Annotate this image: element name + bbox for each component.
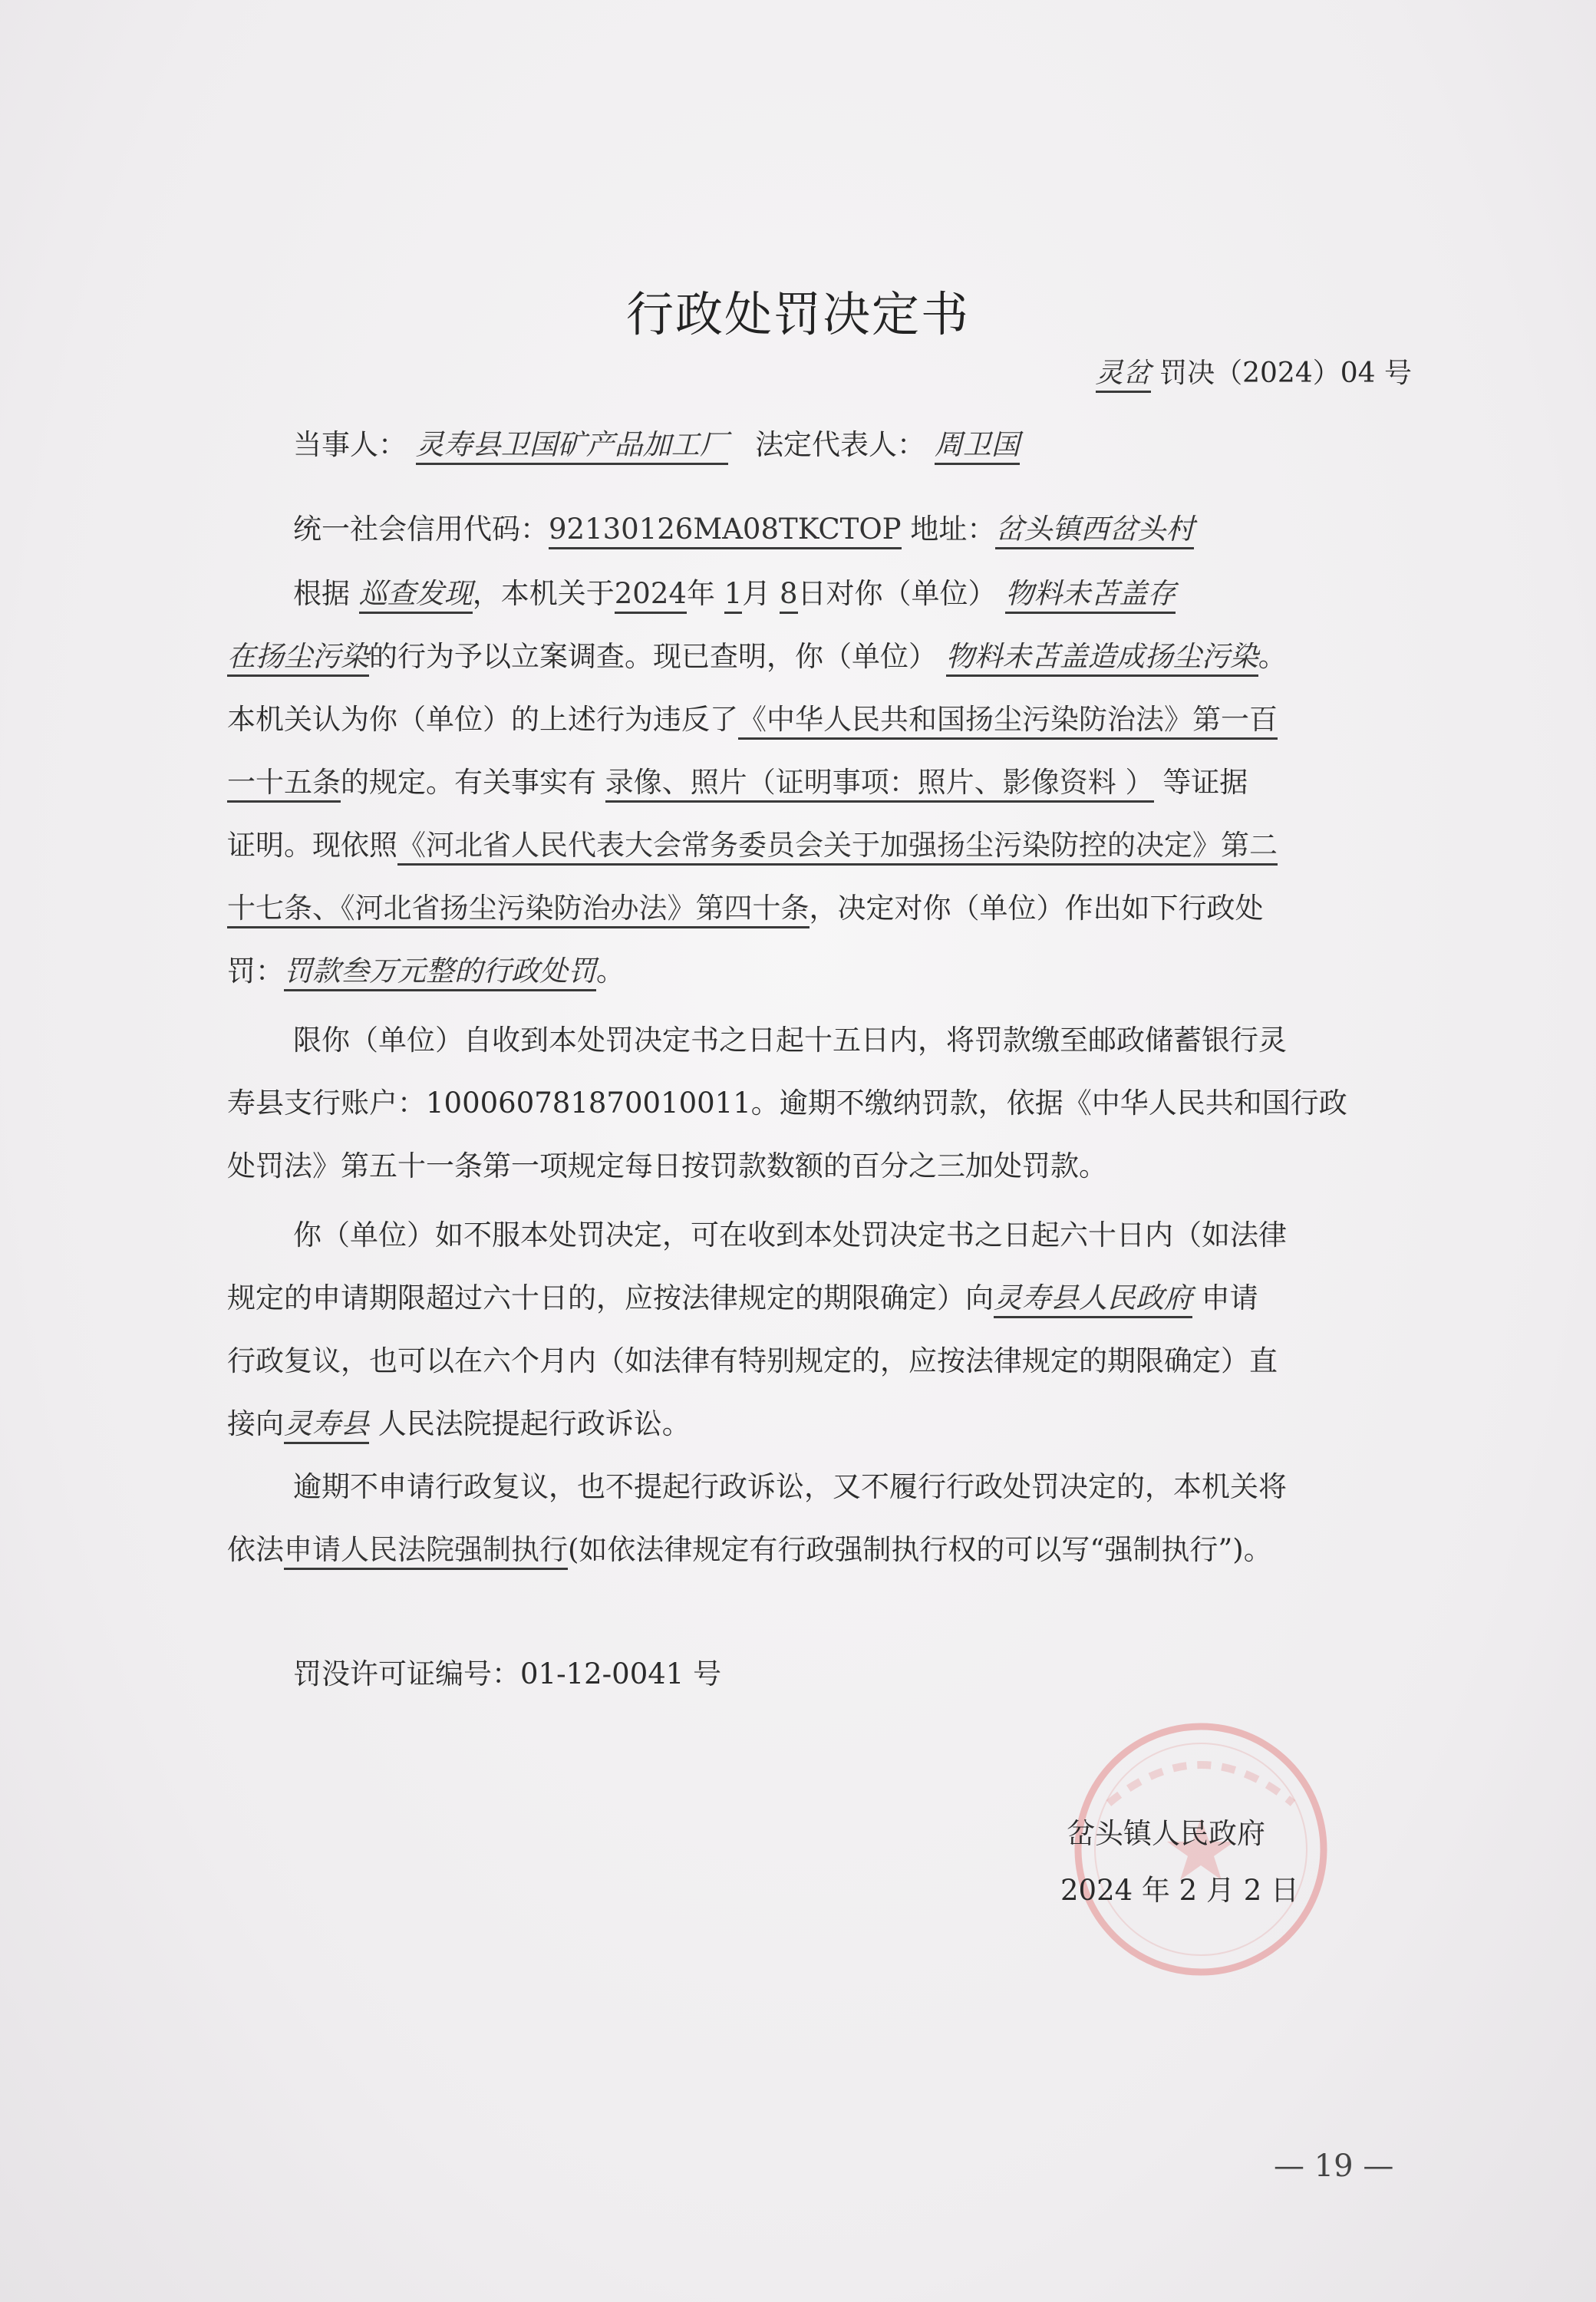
court-county: 灵寿县 <box>284 1407 369 1444</box>
doc-number-rest: 罚决（2024）04 号 <box>1159 358 1412 389</box>
investigated-fact: 物料未苫盖造成扬尘污染 <box>946 640 1258 677</box>
credit-label: 统一社会信用代码： <box>293 513 549 546</box>
case-month: 1 <box>724 577 743 614</box>
page-number: — 19 — <box>1274 2149 1394 2184</box>
violation-behavior: 物料未苫盖存 <box>1005 577 1176 614</box>
credit-code: 92130126MA08TKCTOP <box>549 513 902 549</box>
evidence: 录像、照片（证明事项：照片、影像资料 ） <box>605 766 1154 803</box>
rep-name: 周卫国 <box>935 428 1020 465</box>
para1-line4: 一十五条的规定。有关事实有 录像、照片（证明事项：照片、影像资料 ） 等证据 <box>227 764 1416 801</box>
party-line <box>293 427 1482 463</box>
case-source: 巡查发现 <box>359 577 473 614</box>
para1-line3: 本机关认为你（单位）的上述行为违反了《中华人民共和国扬尘污染防治法》第一百 <box>227 701 1416 738</box>
rep-label: 法定代表人： <box>755 428 926 461</box>
para3-line4: 接向灵寿县 人民法院提起行政诉讼。 <box>227 1406 1416 1443</box>
violated-law-cont: 一十五条 <box>227 766 341 803</box>
para2-line3: 处罚法》第五十一条第一项规定每日按罚款数额的百分之三加处罚款。 <box>227 1149 1107 1182</box>
issuer-name: 岔头镇人民政府 <box>1067 1817 1265 1850</box>
penalty-basis-cont: 十七条、《河北省扬尘污染防治办法》第四十条 <box>227 892 810 928</box>
para1-line6: 十七条、《河北省扬尘污染防治办法》第四十条，决定对你（单位）作出如下行政处 <box>227 890 1416 927</box>
issue-date: 2024 年 2 月 2 日 <box>1060 1874 1300 1907</box>
para1-line2: 在扬尘污染的行为予以立案调查。现已查明，你（单位） 物料未苫盖造成扬尘污染。 <box>227 638 1416 675</box>
para1-line7: 罚：罚款叁万元整的行政处罚。 <box>227 953 1416 990</box>
address-label: 地址： <box>910 513 996 546</box>
para4-line2: 依法申请人民法院强制执行(如依法律规定有行政强制执行权的可以写“强制执行”)。 <box>227 1532 1416 1568</box>
credit-line <box>293 511 1482 548</box>
doc-number-prefix: 灵岔 <box>1096 358 1151 393</box>
penalty-content: 罚款叁万元整的行政处罚 <box>284 955 596 991</box>
case-day: 8 <box>780 577 798 614</box>
para1-line1: 根据 巡查发现，本机关于2024年 1月 8日对你（单位） 物料未苫盖存 <box>293 576 1482 612</box>
violation-behavior-cont: 在扬尘污染 <box>227 640 369 677</box>
enforcement-method: 申请人民法院强制执行 <box>284 1533 568 1570</box>
para3-line1: 你（单位）如不服本处罚决定，可在收到本处罚决定书之日起六十日内（如法律 <box>293 1219 1287 1252</box>
violated-law: 《中华人民共和国扬尘污染防治法》第一百 <box>738 703 1278 740</box>
address-value: 岔头镇西岔头村 <box>995 513 1194 549</box>
permit-number: 罚没许可证编号：01-12-0041 号 <box>293 1657 722 1690</box>
case-year: 2024 <box>615 577 687 614</box>
para3-line3: 行政复议，也可以在六个月内（如法律有特别规定的，应按法律规定的期限确定）直 <box>227 1344 1278 1377</box>
para2-line2: 寿县支行账户：100060781870010011。逾期不缴纳罚款，依据《中华人民共和国行政 <box>227 1087 1347 1120</box>
penalty-basis: 《河北省人民代表大会常务委员会关于加强扬尘污染防控的决定》第二 <box>397 829 1278 866</box>
party-label: 当事人： <box>293 428 407 461</box>
para1-line5: 证明。现依照《河北省人民代表大会常务委员会关于加强扬尘污染防控的决定》第二 <box>227 827 1416 864</box>
document-number <box>1096 351 1412 391</box>
para3-line2: 规定的申请期限超过六十日的，应按法律规定的期限确定）向灵寿县人民政府 申请 <box>227 1280 1416 1317</box>
party-name: 灵寿县卫国矿产品加工厂 <box>416 428 728 465</box>
para4-line1: 逾期不申请行政复议，也不提起行政诉讼，又不履行行政处罚决定的，本机关将 <box>293 1470 1287 1503</box>
document-title: 行政处罚决定书 <box>625 286 970 342</box>
review-authority: 灵寿县人民政府 <box>994 1281 1192 1318</box>
para2-line1: 限你（单位）自收到本处罚决定书之日起十五日内，将罚款缴至邮政储蓄银行灵 <box>293 1024 1287 1057</box>
